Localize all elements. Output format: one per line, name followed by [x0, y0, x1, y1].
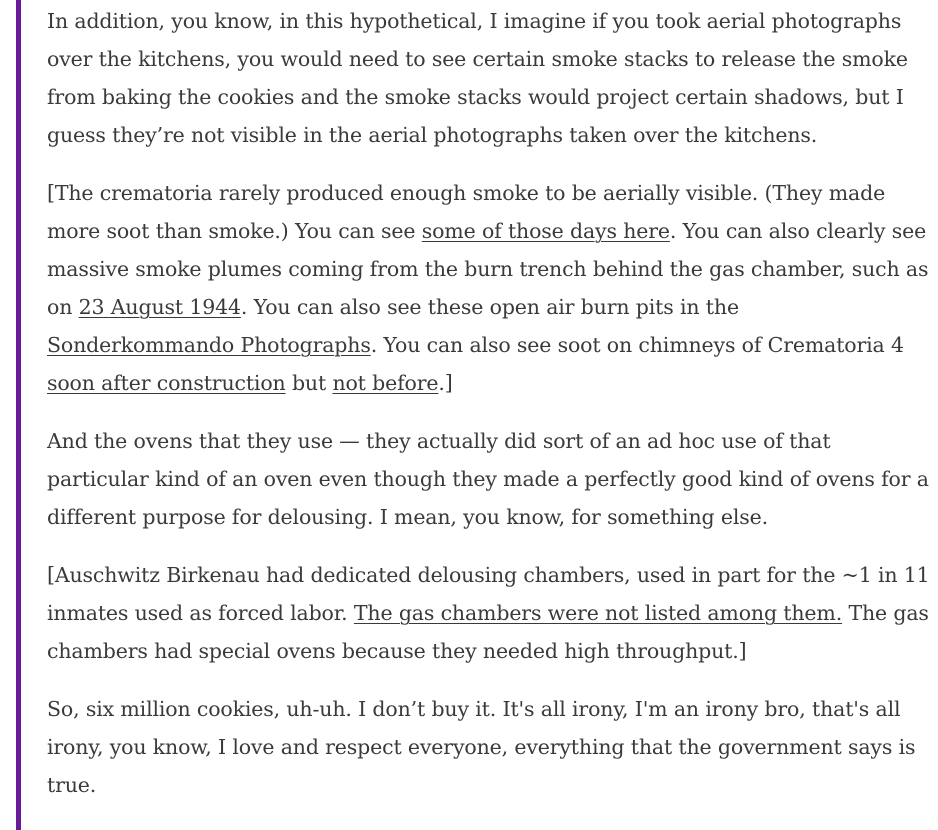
text-segment: . You can also see soot on chimneys of Crematoria 4	[370, 333, 904, 357]
text-segment: [Auschwitz Birkenau had dedicated delousing chambers, used in part for the ~1 in 11 inmates used as forced labor.	[47, 563, 930, 625]
link-23-august-1944[interactable]: 23 August 1944	[78, 295, 241, 319]
text-segment: but	[285, 371, 333, 395]
paragraph-ovens	[47, 422, 932, 536]
text-segment: .]	[438, 371, 453, 395]
blockquote-bar	[16, 0, 21, 830]
text-segment: So, six million cookies, uh-uh. I don’t buy it. It's all irony, I'm an irony bro, that's all irony, you know, I love and respect everyone, everything that the government says is true.	[47, 697, 916, 797]
link-not-before[interactable]: not before	[332, 371, 439, 395]
text-segment: . You can also clearly see massive smoke plumes coming from the burn trench behind the gas chamber, such as on	[47, 219, 929, 319]
text-segment: [The crematoria rarely produced enough smoke to be aerially visible. (They made more soot than smoke.) You can see	[47, 181, 886, 243]
text-segment: And the ovens that they use — they actually did sort of an ad hoc use of that particular kind of an oven even though they made a perfectly good kind of ovens for a different purpose for delousing. I mean, you know, for something else.	[47, 429, 929, 529]
link-gas-chambers-not-listed[interactable]: The gas chambers were not listed among them.	[353, 601, 843, 625]
paragraph-aerial-photographs	[47, 2, 932, 154]
link-some-of-those-days-here[interactable]: some of those days here	[421, 219, 670, 243]
text-segment: . You can also see these open air burn pits in the	[240, 295, 739, 319]
article-body	[47, 2, 932, 824]
text-segment: The gas chambers had special ovens because they needed high throughput.]	[47, 601, 929, 663]
paragraph-six-million-cookies	[47, 690, 932, 804]
link-soon-after-construction[interactable]: soon after construction	[47, 371, 286, 395]
link-sonderkommando-photographs[interactable]: Sonderkommando Photographs	[47, 333, 371, 357]
paragraph-crematoria-smoke	[47, 174, 932, 402]
text-segment: In addition, you know, in this hypothetical, I imagine if you took aerial photographs over the kitchens, you would need to see certain smoke stacks to release the smoke from baking the cookies and the smoke stacks would project certain shadows, but I guess they’re not visible in the aerial photographs taken over the kitchens.	[47, 9, 908, 147]
paragraph-delousing-chambers	[47, 556, 932, 670]
